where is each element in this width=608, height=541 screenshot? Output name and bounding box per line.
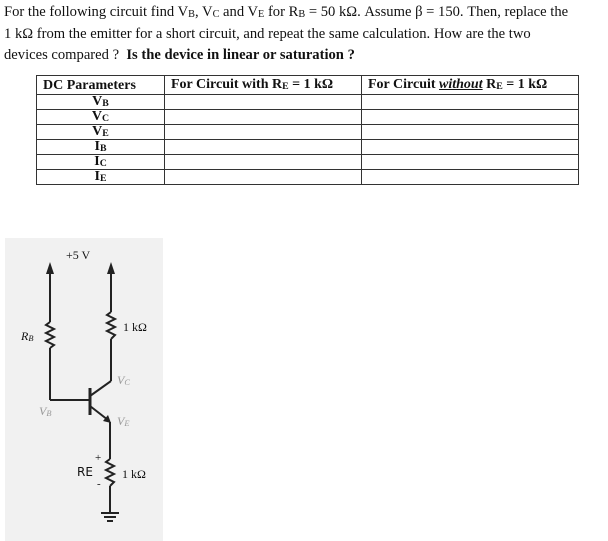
param-ve: $V_E$ [37,125,165,140]
rb-label: $R_B$ [21,329,34,343]
re-plus-sign: + [95,452,102,464]
question-line-1: For the following circuit find $V_B$, $V_C$ and $V_E$ for $R_B = 50$ kΩ. Assume β = 150. Then, replace the [4,4,569,21]
rc-resistor [107,312,115,339]
transistor-emitter [90,406,108,420]
ve-label: $V_E$ [117,414,130,428]
vc-label: $V_C$ [117,373,130,387]
param-ic: $I_C$ [37,155,165,170]
supply-arrow-icon [46,262,54,274]
param-ib: $I_B$ [37,140,165,155]
question-line-3: devices compared ? Is the device in linear or saturation ? [4,47,355,63]
param-ie: $I_E$ [37,170,165,185]
re-resistor [106,459,114,486]
question-line-2: 1 kΩ from the emitter for a short circuit, and repeat the same calculation. How are the two [4,26,531,42]
re-value-label: 1 kΩ [122,467,146,481]
re-label: RE [77,465,93,479]
supply-label: +5 V [66,248,91,262]
rb-resistor [46,322,54,348]
param-vc: $V_C$ [37,110,165,125]
rc-value-label: 1 kΩ [123,320,147,334]
header-with-re: For Circuit with $R_E = 1$ kΩ [165,76,362,95]
transistor-collector [90,381,111,396]
header-without-re: For Circuit without $R_E = 1$ kΩ [362,76,579,95]
header-dc-parameters: DC Parameters [37,76,165,95]
vb-label: $V_B$ [39,404,52,418]
param-vb: $V_B$ [37,95,165,110]
re-minus-sign: - [97,478,101,490]
supply-arrow-icon [107,262,115,274]
